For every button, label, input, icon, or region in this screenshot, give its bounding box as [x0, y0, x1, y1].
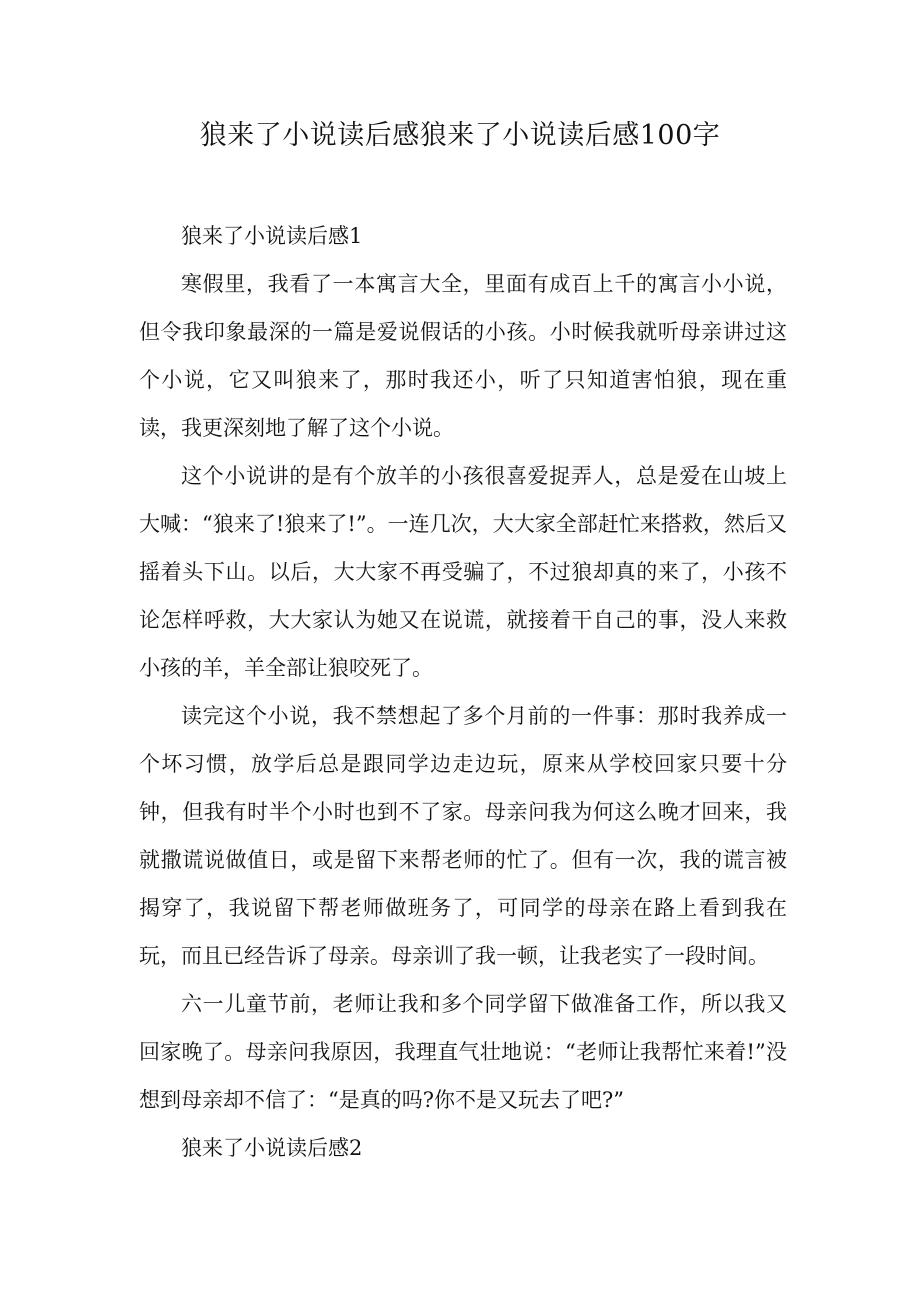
paragraph: 寒假里，我看了一本寓言大全，里面有成百上千的寓言小小说，但令我印象最深的一篇是爱说假话的小孩。小时候我就听母亲讲过这个小说，它又叫狼来了，那时我还小，听了只知道害怕狼，现在重读，我更深刻地了解了这个小说。	[139, 272, 787, 440]
section-heading: 狼来了小说读后感2	[181, 1136, 363, 1160]
paragraph: 六一儿童节前，老师让我和多个同学留下做准备工作，所以我又回家晚了。母亲问我原因，我理直气壮地说：“老师让我帮忙来着!”没想到母亲却不信了：“是真的吗?你不是又玩去了吧?”	[139, 992, 787, 1112]
document-body	[139, 212, 787, 1172]
paragraph: 读完这个小说，我不禁想起了多个月前的一件事：那时我养成一个坏习惯，放学后总是跟同学边走边玩，原来从学校回家只要十分钟，但我有时半个小时也到不了家。母亲问我为何这么晚才回来，我就撒谎说做值日，或是留下来帮老师的忙了。但有一次，我的谎言被揭穿了，我说留下帮老师做班务了，可同学的母亲在路上看到我在玩，而且已经告诉了母亲。母亲训了我一顿，让我老实了一段时间。	[139, 704, 787, 968]
section-heading: 狼来了小说读后感1	[181, 224, 363, 248]
document-title: 狼来了小说读后感狼来了小说读后感100字	[199, 120, 721, 151]
paragraph: 这个小说讲的是有个放羊的小孩很喜爱捉弄人，总是爱在山坡上大喊：“狼来了!狼来了!”。一连几次，大大家全部赶忙来搭救，然后又摇着头下山。以后，大大家不再受骗了，不过狼却真的来了，小孩不论怎样呼救，大大家认为她又在说谎，就接着干自己的事，没人来救小孩的羊，羊全部让狼咬死了。	[139, 464, 787, 680]
